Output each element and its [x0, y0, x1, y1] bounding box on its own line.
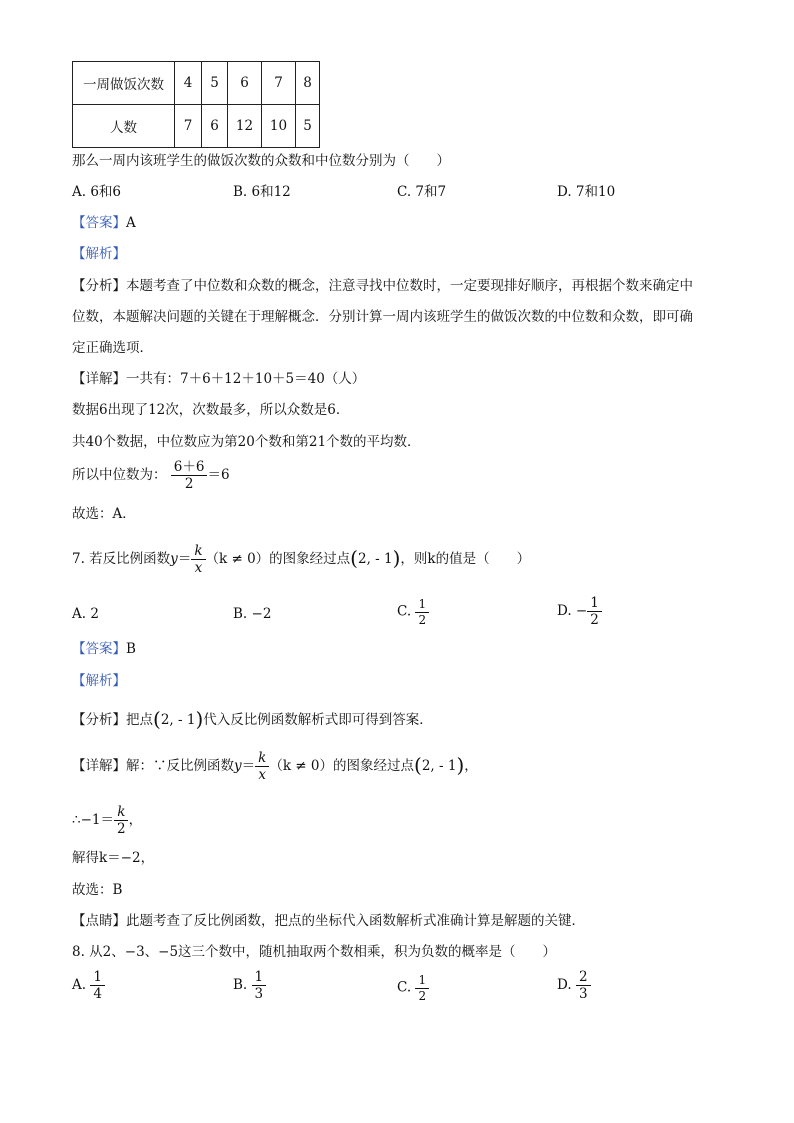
q7-option-d	[557, 596, 602, 627]
q8-option-a	[72, 970, 105, 1001]
neg-half-fraction	[587, 596, 602, 627]
fraction-denominator: 4	[93, 986, 102, 1003]
q6-option-c: C. 7和7	[397, 184, 447, 200]
xiangjie-prefix: 解：∵反比例函数	[126, 758, 234, 775]
median-fraction	[171, 460, 208, 491]
table-row	[73, 62, 320, 105]
option-letter: A.	[72, 977, 87, 994]
fraction-numerator: 1	[587, 596, 602, 612]
k-over-x-fraction	[255, 751, 269, 782]
half-fraction	[415, 598, 429, 626]
fraction-numerator: k	[255, 751, 269, 767]
fraction-numerator: 1	[90, 970, 105, 986]
q7-condition: （k ≠ 0）的图象经过点	[205, 551, 351, 568]
table-cell: 6	[228, 62, 262, 105]
fenxi-tag: 【分析】	[72, 278, 126, 294]
option-letter: B.	[233, 977, 248, 994]
fenxi-tag: 【分析】	[72, 712, 126, 728]
fraction-denominator: 2	[590, 612, 599, 629]
equals-sign: ＝	[177, 551, 192, 568]
q7-fenxi-line	[72, 709, 433, 729]
q6-fenxi-line-1	[72, 280, 693, 294]
fraction-numerator: k	[114, 805, 128, 821]
q6-mode-line: 数据6出现了12次，次数最多，所以众数是6．	[72, 402, 350, 418]
paren-open: (	[414, 753, 422, 778]
q6-answer	[72, 217, 136, 231]
fraction-denominator: 3	[578, 986, 588, 1003]
xiangjie-condition: （k ≠ 0）的图象经过点	[269, 758, 414, 775]
q6-choose-line: 故选：A．	[72, 506, 136, 522]
table-row	[73, 105, 320, 148]
total-text: 一共有：7＋6＋12＋10＋5＝40（人）	[126, 371, 366, 387]
fenxi-prefix: 把点	[126, 712, 153, 728]
table-cell: 8	[296, 62, 320, 105]
fraction-numerator: 1	[415, 598, 429, 613]
option-letter: D.	[557, 977, 572, 994]
q7-answer	[72, 643, 136, 657]
paren-close: )	[392, 546, 401, 571]
var-y: y	[234, 758, 242, 775]
paren-close: )	[456, 753, 465, 778]
q7-option-a: A. 2	[72, 606, 99, 622]
two-thirds-fraction	[576, 970, 591, 1001]
q6-fenxi-line-3: 定正确选项．	[72, 340, 153, 356]
table-cell: 5	[296, 105, 320, 148]
q6-median-line	[72, 460, 230, 491]
q8-question: 8. 从2、−3、−5这三个数中，随机抽取两个数相乘，积为负数的概率是（ ）	[72, 944, 557, 960]
point-coords: 2, - 1	[160, 712, 196, 728]
fraction-denominator: x	[194, 560, 203, 577]
fraction-denominator: 2	[418, 988, 427, 1003]
xiangjie-tag: 【详解】	[72, 371, 126, 387]
xiangjie-tag: 【详解】	[72, 758, 126, 775]
fraction-numerator: 6＋6	[171, 460, 208, 476]
q6-fenxi-line-2: 位数，本题解决问题的关键在于理解概念．分别计算一周内该班学生的做饭次数的中位数和众数，即可确	[72, 309, 693, 325]
table-header-cell: 一周做饭次数	[73, 62, 175, 105]
third-fraction	[252, 970, 267, 1001]
dianjing-tag: 【点睛】	[72, 913, 126, 929]
option-letter: D. −	[557, 603, 588, 620]
fraction-numerator: 1	[415, 974, 429, 989]
option-letter: C.	[397, 603, 412, 620]
q7-solve-line: 解得k＝−2，	[72, 850, 155, 866]
q6-count-line: 共40个数据，中位数应为第20个数和第21个数的平均数．	[72, 434, 421, 450]
fenxi-text: 本题考查了中位数和众数的概念，注意寻找中位数时，一定要现排好顺序，再根据个数来确定中	[126, 278, 693, 294]
fraction-denominator: 2	[418, 612, 427, 627]
fraction-denominator: 2	[184, 476, 194, 493]
fraction-denominator: 3	[254, 986, 264, 1003]
paren-open: (	[153, 707, 161, 731]
half-fraction	[415, 974, 429, 1002]
q8-option-b	[233, 970, 266, 1001]
q7-choose-line: 故选：B	[72, 882, 123, 898]
step1-prefix: ∴−1＝	[72, 812, 114, 829]
paren-close: )	[195, 707, 204, 731]
fraction-numerator: 2	[576, 970, 591, 986]
paren-open: (	[350, 546, 358, 571]
fraction-numerator: k	[191, 544, 205, 560]
q7-analysis-tag: 【解析】	[72, 673, 126, 689]
answer-tag: 【答案】	[72, 641, 126, 657]
table-cell: 4	[175, 62, 202, 105]
table-cell: 6	[202, 105, 228, 148]
equals-sign: ＝	[241, 758, 256, 775]
dianjing-text: 此题考查了反比例函数，把点的坐标代入函数解析式准确计算是解题的关键．	[126, 913, 585, 929]
q6-option-d: D. 7和10	[557, 184, 616, 200]
fenxi-suffix: 代入反比例函数解析式即可得到答案．	[203, 712, 433, 728]
q7-dianjing-line	[72, 915, 585, 929]
step1-suffix: ，	[128, 812, 143, 829]
q7-option-c	[397, 598, 429, 626]
quarter-fraction	[90, 970, 105, 1001]
median-prefix: 所以中位数为：	[72, 467, 167, 484]
q7-suffix: ，则k的值是（ ）	[400, 551, 531, 568]
q7-option-b: B. −2	[233, 606, 272, 622]
q7-prefix: 7. 若反比例函数	[72, 551, 171, 568]
q6-question: 那么一周内该班学生的做饭次数的众数和中位数分别为（ ）	[72, 153, 450, 169]
table-cell: 5	[202, 62, 228, 105]
q7-xiangjie-line	[72, 751, 478, 782]
k-over-x-fraction	[191, 544, 205, 575]
option-letter: C.	[397, 979, 412, 996]
q8-option-c	[397, 974, 429, 1002]
point-coords: 2, - 1	[421, 758, 457, 775]
point-coords: 2, - 1	[357, 551, 393, 568]
frequency-table	[72, 61, 320, 148]
fraction-numerator: 1	[252, 970, 267, 986]
fraction-denominator: 2	[117, 821, 126, 838]
q6-option-a: A. 6和6	[72, 184, 122, 200]
q7-step1-line	[72, 805, 142, 836]
q6-option-b: B. 6和12	[233, 184, 291, 200]
var-y: y	[170, 551, 178, 568]
k-over-2-fraction	[114, 805, 129, 836]
answer-tag: 【答案】	[72, 215, 126, 231]
fraction-denominator: x	[258, 767, 267, 784]
table-cell: 10	[262, 105, 296, 148]
q8-option-d	[557, 970, 591, 1001]
table-row-label: 人数	[73, 105, 175, 148]
q6-xiangjie-line	[72, 373, 365, 387]
xiangjie-suffix: ，	[464, 758, 478, 775]
answer-value: A	[126, 215, 136, 231]
table-cell: 7	[175, 105, 202, 148]
table-cell: 12	[228, 105, 262, 148]
q6-analysis-tag: 【解析】	[72, 246, 126, 262]
median-result: ＝6	[207, 467, 230, 484]
answer-value: B	[126, 641, 136, 657]
q7-question	[72, 544, 530, 575]
table-cell: 7	[262, 62, 296, 105]
